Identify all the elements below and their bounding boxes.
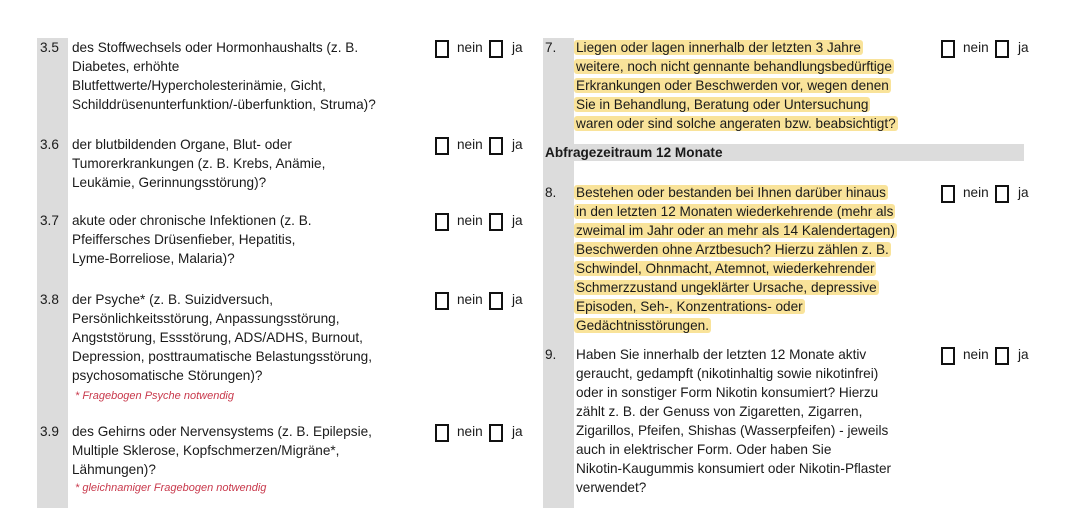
checkbox-nein[interactable] (435, 424, 449, 442)
label-nein: nein (457, 213, 483, 228)
label-nein: nein (457, 40, 483, 55)
question-line-text: des Stoffwechsels oder Hormonhaushalts (z. B. (72, 40, 359, 55)
question-line (576, 38, 898, 57)
question-line (576, 478, 891, 497)
question-line (576, 316, 897, 335)
question-line-text: Leukämie, Gerinnungsstörung)? (72, 175, 267, 190)
label-nein: nein (963, 185, 989, 200)
question-line (576, 297, 897, 316)
label-ja: ja (1018, 347, 1029, 362)
checkbox-nein[interactable] (435, 137, 449, 155)
checkbox-ja[interactable] (995, 40, 1009, 58)
question-line-text: Lyme-Borreliose, Malaria)? (72, 251, 235, 266)
question-line-text: Blutfettwerte/Hypercholesterinämie, Gicht, (72, 78, 326, 93)
checkbox-ja[interactable] (489, 40, 503, 58)
label-ja: ja (1018, 185, 1029, 200)
question-number: 3.9 (40, 424, 59, 439)
label-nein: nein (457, 424, 483, 439)
question-line-text: Sie in Behandlung, Beratung oder Untersuchung (576, 97, 869, 112)
checkbox-ja[interactable] (489, 213, 503, 231)
question-line-text: Haben Sie innerhalb der letzten 12 Monate aktiv (576, 347, 867, 362)
question-line-text: Bestehen oder bestanden bei Ihnen darüber hinaus (576, 185, 886, 200)
question-line-text: Angststörung, Essstörung, ADS/ADHS, Burnout, (72, 330, 363, 345)
question-text (72, 211, 312, 268)
question-number: 9. (545, 347, 557, 362)
checkbox-nein[interactable] (941, 40, 955, 58)
question-line (576, 76, 898, 95)
right-number-column (543, 38, 574, 508)
checkbox-ja[interactable] (995, 185, 1009, 203)
section-heading: Abfragezeitraum 12 Monate (543, 144, 1024, 161)
question-text (72, 422, 372, 479)
question-line (72, 230, 312, 249)
question-line (72, 154, 325, 173)
question-line (576, 383, 891, 402)
question-line-text: Nikotin-Kaugummis konsumiert oder Nikotin-Pflaster (576, 461, 892, 476)
question-text (72, 135, 325, 192)
question-line-text: der blutbildenden Organe, Blut- oder (72, 137, 292, 152)
question-line-text: Persönlichkeitsstörung, Anpassungsstörung, (72, 311, 340, 326)
label-ja: ja (512, 137, 523, 152)
question-line-text: Schilddrüsenunterfunktion/-überfunktion, Struma)? (72, 97, 376, 112)
question-line (576, 459, 891, 478)
question-line (576, 440, 891, 459)
question-line-text: Multiple Sklerose, Kopfschmerzen/Migräne*, (72, 443, 340, 458)
checkbox-nein[interactable] (435, 213, 449, 231)
question-line-text: Lähmungen)? (72, 462, 156, 477)
question-number: 3.6 (40, 137, 59, 152)
question-line-text: Erkrankungen oder Beschwerden vor, wegen denen (576, 78, 889, 93)
question-line (576, 57, 898, 76)
checkbox-ja[interactable] (489, 292, 503, 310)
question-line (72, 57, 376, 76)
question-line-text: zählt z. B. der Genuss von Zigaretten, Zigarren, (576, 404, 863, 419)
checkbox-nein[interactable] (941, 347, 955, 365)
question-line-text: Schwindel, Ohnmacht, Atemnot, wiederkehrender (576, 261, 875, 276)
question-line (576, 259, 897, 278)
question-line-text: Liegen oder lagen innerhalb der letzten 3 Jahre (576, 40, 861, 55)
question-line (72, 366, 372, 385)
label-nein: nein (963, 40, 989, 55)
question-line-text: geraucht, gedampft (nikotinhaltig sowie nikotinfrei) (576, 366, 879, 381)
question-line (72, 249, 312, 268)
question-line-text: Zigarillos, Pfeifen, Shishas (Wasserpfeifen) - jeweils (576, 423, 889, 438)
question-line (72, 441, 372, 460)
question-line-text: Episoden, Seh-, Konzentrations- oder (576, 299, 803, 314)
question-line (72, 95, 376, 114)
question-line-text: oder in sonstiger Form Nikotin konsumiert? Hierzu (576, 385, 879, 400)
label-ja: ja (1018, 40, 1029, 55)
checkbox-nein[interactable] (435, 40, 449, 58)
question-line-text: Schmerzzustand ungeklärter Ursache, depressive (576, 280, 877, 295)
question-number: 8. (545, 185, 557, 200)
label-ja: ja (512, 292, 523, 307)
question-line (72, 328, 372, 347)
question-line (72, 347, 372, 366)
label-ja: ja (512, 213, 523, 228)
question-line (576, 240, 897, 259)
question-text (72, 38, 376, 114)
question-text (72, 290, 372, 385)
question-line-text: auch in elektrischer Form. Oder haben Sie (576, 442, 832, 457)
question-line-text: psychosomatische Störungen)? (72, 368, 263, 383)
question-line-text: in den letzten 12 Monaten wiederkehrende (mehr als (576, 204, 894, 219)
checkbox-ja[interactable] (489, 424, 503, 442)
question-line-text: des Gehirns oder Nervensystems (z. B. Epilepsie, (72, 424, 372, 439)
question-line (576, 364, 891, 383)
label-ja: ja (512, 40, 523, 55)
question-line (576, 345, 891, 364)
checkbox-nein[interactable] (435, 292, 449, 310)
question-line (72, 76, 376, 95)
question-line (72, 38, 376, 57)
question-line-text: waren oder sind solche angeraten bzw. beabsichtigt? (576, 116, 896, 131)
question-line (72, 309, 372, 328)
question-line (576, 402, 891, 421)
question-line (576, 278, 897, 297)
question-line (576, 421, 891, 440)
question-line-text: akute oder chronische Infektionen (z. B. (72, 213, 312, 228)
question-number: 7. (545, 40, 557, 55)
question-text (576, 38, 898, 133)
label-nein: nein (457, 292, 483, 307)
required-questionnaire-note: * gleichnamiger Fragebogen notwendig (75, 482, 267, 494)
question-line (72, 211, 312, 230)
question-text (576, 345, 891, 497)
question-line (72, 422, 372, 441)
question-line-text: Diabetes, erhöhte (72, 59, 180, 74)
question-line-text: weitere, noch nicht gennante behandlungsbedürftige (576, 59, 892, 74)
checkbox-ja[interactable] (995, 347, 1009, 365)
checkbox-ja[interactable] (489, 137, 503, 155)
question-line-text: der Psyche* (z. B. Suizidversuch, (72, 292, 273, 307)
question-line-text: verwendet? (576, 480, 647, 495)
question-line-text: Tumorerkrankungen (z. B. Krebs, Anämie, (72, 156, 326, 171)
question-line (72, 173, 325, 192)
question-line (576, 95, 898, 114)
label-nein: nein (963, 347, 989, 362)
question-line (576, 221, 897, 240)
label-ja: ja (512, 424, 523, 439)
question-line-text: Gedächtnisstörungen. (576, 318, 710, 333)
question-line (72, 290, 372, 309)
question-line (576, 114, 898, 133)
checkbox-nein[interactable] (941, 185, 955, 203)
question-line-text: Depression, posttraumatische Belastungsstörung, (72, 349, 372, 364)
required-questionnaire-note: * Fragebogen Psyche notwendig (75, 390, 234, 402)
question-line (72, 135, 325, 154)
question-line (576, 183, 897, 202)
question-number: 3.8 (40, 292, 59, 307)
question-line (576, 202, 897, 221)
question-text (576, 183, 897, 335)
question-number: 3.5 (40, 40, 59, 55)
question-line-text: Pfeiffersches Drüsenfieber, Hepatitis, (72, 232, 296, 247)
question-line (72, 460, 372, 479)
label-nein: nein (457, 137, 483, 152)
question-line-text: zweimal im Jahr oder an mehr als 14 Kalendertagen) (576, 223, 895, 238)
question-number: 3.7 (40, 213, 59, 228)
question-line-text: Beschwerden ohne Arztbesuch? Hierzu zählen z. B. (576, 242, 889, 257)
